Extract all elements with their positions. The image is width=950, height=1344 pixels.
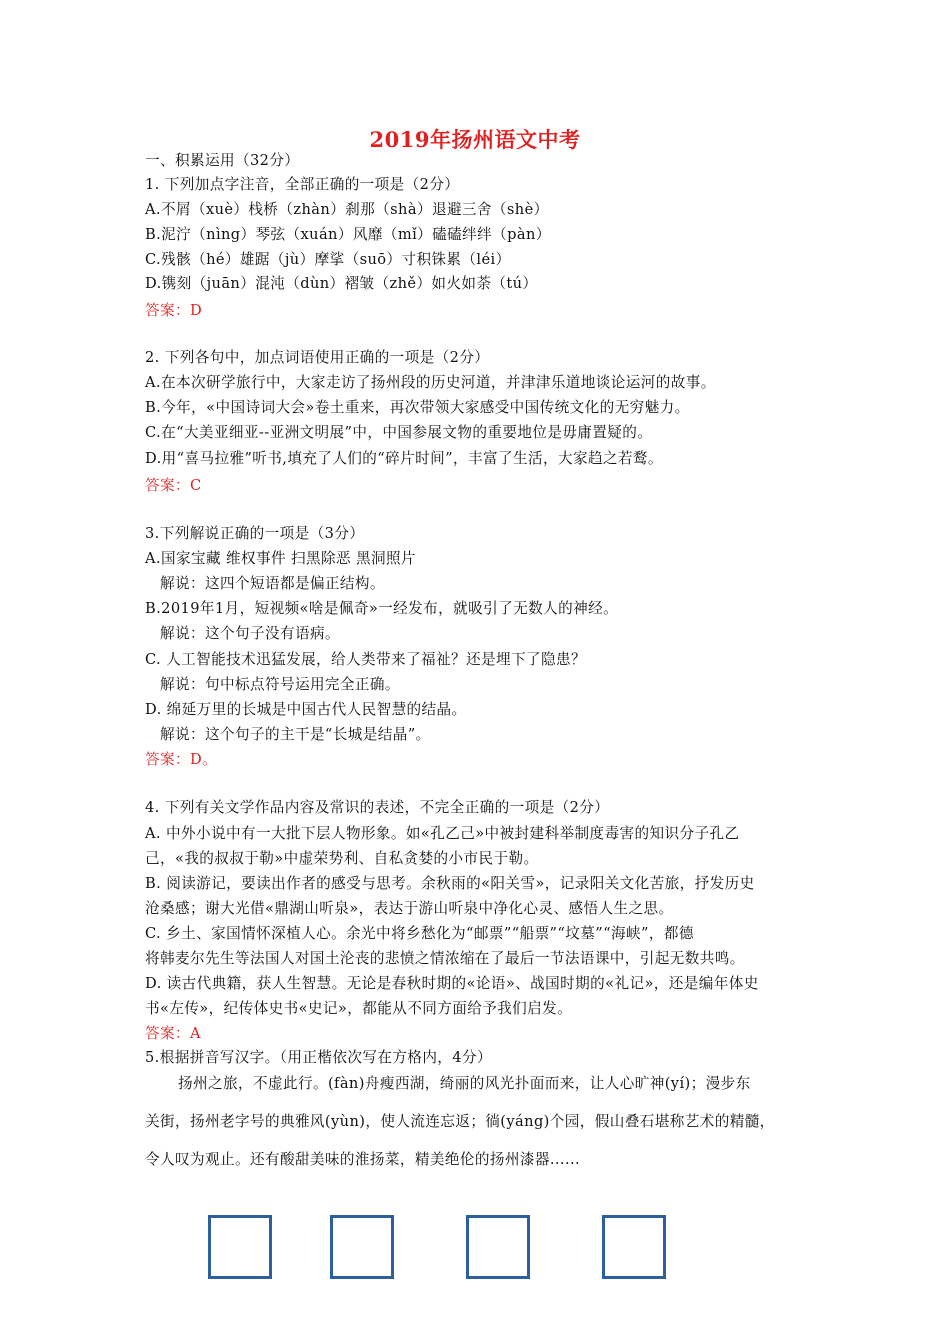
q4-answer: 答案：A [145, 1025, 201, 1042]
q2-option-b: B.今年，«中国诗词大会»卷土重来，再次带领大家感受中国传统文化的无穷魅力。 [145, 399, 690, 416]
q4-line: 沧桑感；谢大光借«鼎湖山听泉»，表达于游山听泉中净化心灵、感悟人生之思。 [145, 900, 674, 917]
q4-line: B. 阅读游记，要读出作者的感受与思考。余秋雨的«阳关雪»，记录阳关文化苦旅，抒发历史 [145, 875, 755, 892]
q3-explanation-c: 解说：句中标点符号运用完全正确。 [160, 676, 400, 693]
q2-option-a: A.在本次研学旅行中，大家走访了扬州段的历史河道，并津津乐道地谈论运河的故事。 [145, 374, 716, 391]
answer-box-2[interactable] [330, 1215, 394, 1279]
q1-option-d: D.镌刻（juān）混沌（dùn）褶皱（zhě）如火如荼（tú） [145, 275, 538, 292]
answer-box-3[interactable] [466, 1215, 530, 1279]
q3-option-b: B.2019年1月，短视频«啥是佩奇»一经发布，就吸引了无数人的神经。 [145, 600, 619, 617]
page-title: 2019年扬州语文中考 [369, 127, 581, 152]
section-heading: 一、积累运用（32分） [145, 152, 300, 169]
q3-explanation-d: 解说：这个句子的主干是“长城是结晶”。 [160, 726, 431, 743]
q2-stem: 2. 下列各句中，加点词语使用正确的一项是（2分） [145, 349, 490, 366]
q3-option-a: A.国家宝藏 维权事件 扫黑除恶 黑洞照片 [145, 550, 416, 567]
q3-explanation-b: 解说：这个句子没有语病。 [160, 625, 340, 642]
q3-stem: 3.下列解说正确的一项是（3分） [145, 525, 365, 542]
q1-answer: 答案：D [145, 302, 203, 319]
q4-line: D. 读古代典籍，获人生智慧。无论是春秋时期的«论语»、战国时期的«礼记»，还是编年体史 [145, 975, 759, 992]
q4-line: C. 乡土、家国情怀深植人心。余光中将乡愁化为“邮票”“船票”“坟墓”“海峡”，都德 [145, 925, 694, 942]
q4-line: 将韩麦尔先生等法国人对国土沦丧的悲愤之情浓缩在了最后一节法语课中，引起无数共鸣。 [145, 950, 745, 967]
q5-passage-line: 令人叹为观止。还有酸甜美味的淮扬菜，精美绝伦的扬州漆器...... [145, 1151, 581, 1168]
q4-line: 书«左传»，纪传体史书«史记»，都能从不同方面给予我们启发。 [145, 1000, 573, 1017]
q3-explanation-a: 解说：这四个短语都是偏正结构。 [160, 575, 385, 592]
q2-option-d: D.用“喜马拉雅”听书,填充了人们的“碎片时间”，丰富了生活，大家趋之若鹜。 [145, 450, 663, 467]
q4-line: A. 中外小说中有一大批下层人物形象。如«孔乙己»中被封建科举制度毒害的知识分子孔乙 [145, 825, 740, 842]
q1-option-c: C.残骸（hé）雄踞（jù）摩挲（suō）寸积铢累（léi） [145, 251, 511, 268]
answer-box-1[interactable] [208, 1215, 272, 1279]
q3-answer: 答案：D。 [145, 751, 218, 768]
q3-option-d: D. 绵延万里的长城是中国古代人民智慧的结晶。 [145, 701, 467, 718]
q1-option-a: A.不屑（xuè）栈桥（zhàn）刹那（shà）退避三舍（shè） [145, 201, 549, 218]
q4-stem: 4. 下列有关文学作品内容及常识的表述，不完全正确的一项是（2分） [145, 799, 610, 816]
q2-option-c: C.在“大美亚细亚--亚洲文明展”中，中国参展文物的重要地位是毋庸置疑的。 [145, 424, 653, 441]
q4-line: 己，«我的叔叔于勒»中虚荣势利、自私贪婪的小市民于勒。 [145, 850, 539, 867]
q1-stem: 1. 下列加点字注音，全部正确的一项是（2分） [145, 176, 460, 193]
q5-stem: 5.根据拼音写汉字。（用正楷依次写在方格内，4分） [145, 1049, 492, 1066]
q2-answer: 答案：C [145, 477, 202, 494]
q3-option-c: C. 人工智能技术迅猛发展，给人类带来了福祉？还是埋下了隐患？ [145, 651, 586, 668]
q1-option-b: B.泥泞（nìng）琴弦（xuán）风靡（mǐ）磕磕绊绊（pàn） [145, 226, 551, 243]
q5-passage-line: 关街，扬州老字号的典雅风(yùn)，使人流连忘返；徜(yáng)个园，假山叠石堪称艺术的精髓， [145, 1113, 775, 1130]
answer-box-4[interactable] [602, 1215, 666, 1279]
q5-passage-line: 扬州之旅，不虚此行。(fàn)舟瘦西湖，绮丽的风光扑面而来，让人心旷神(yí)；漫步东 [178, 1075, 751, 1092]
